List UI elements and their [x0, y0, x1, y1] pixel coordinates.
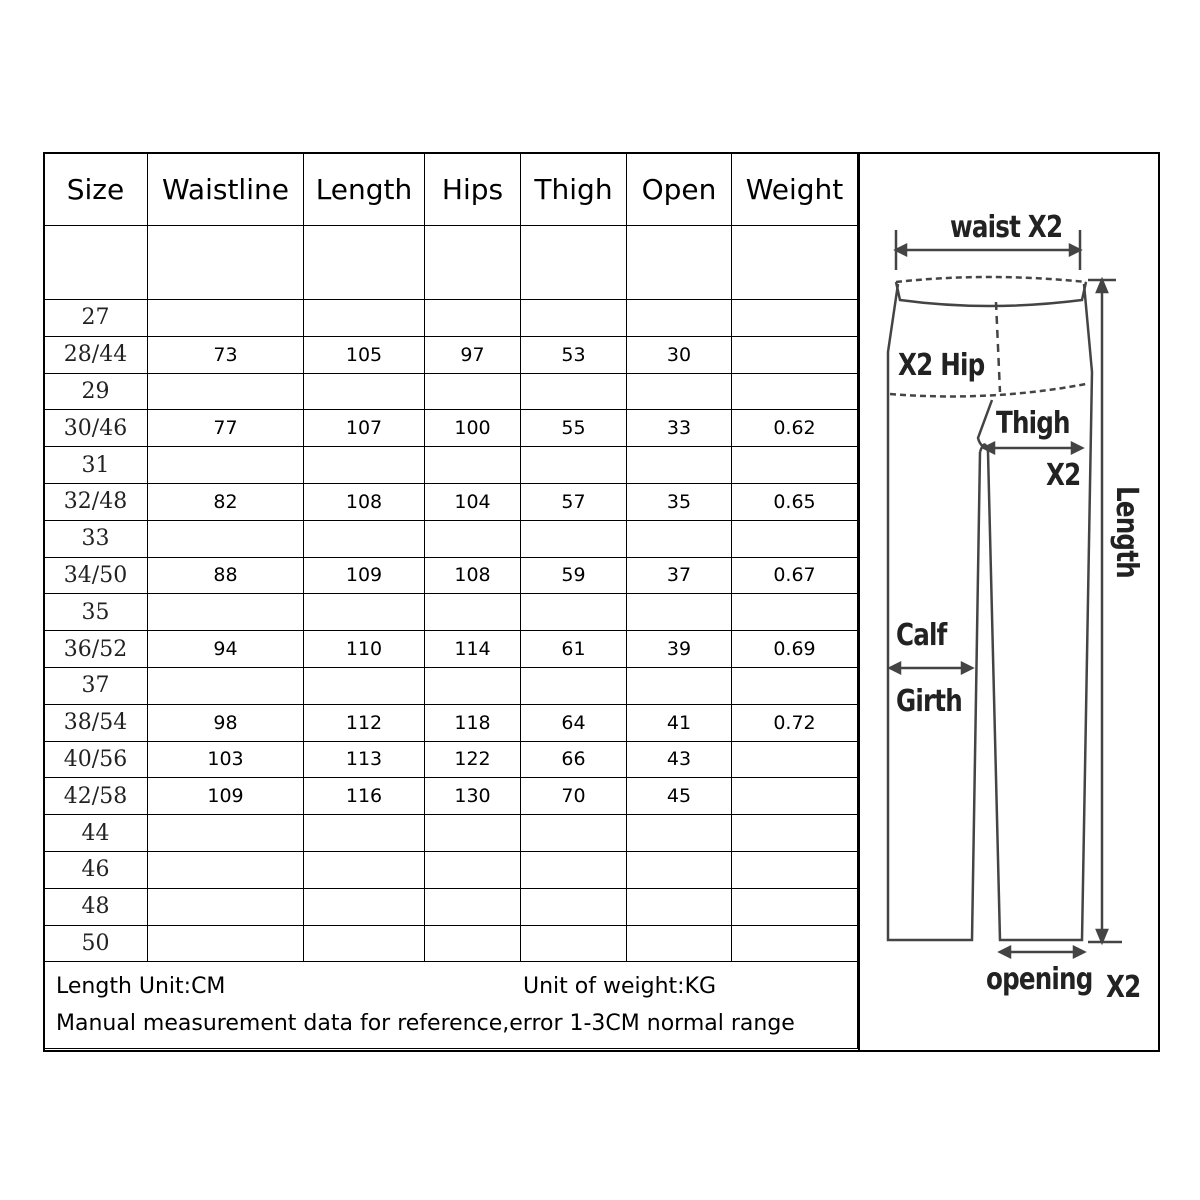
- cell-open: [627, 815, 732, 852]
- cell-thigh: [521, 520, 627, 557]
- cell-open: 45: [627, 778, 732, 815]
- cell-weight: 0.65: [732, 483, 858, 520]
- table-row: [44, 300, 858, 337]
- cell-open: 43: [627, 741, 732, 778]
- pants-outline-illustration: [860, 152, 1160, 1052]
- cell-waistline: 103: [148, 741, 304, 778]
- cell-length: [304, 815, 425, 852]
- cell-size: 34/50: [44, 557, 148, 594]
- cell-length: [304, 888, 425, 925]
- cell-length: 113: [304, 741, 425, 778]
- pants-diagram: [858, 152, 1160, 1052]
- cell-weight: [732, 888, 858, 925]
- cell-hips: 104: [425, 483, 521, 520]
- cell-size: 32/48: [44, 483, 148, 520]
- cell-thigh: 55: [521, 410, 627, 447]
- cell-length: 110: [304, 631, 425, 668]
- size-table: [43, 152, 858, 1049]
- cell-waistline: 82: [148, 483, 304, 520]
- cell-weight: 0.62: [732, 410, 858, 447]
- cell-waistline: [148, 447, 304, 484]
- blank-cell: [627, 226, 732, 300]
- table-row: [44, 888, 858, 925]
- cell-size: 44: [44, 815, 148, 852]
- blank-cell: [425, 226, 521, 300]
- table-row: [44, 741, 858, 778]
- cell-hips: [425, 815, 521, 852]
- cell-waistline: [148, 925, 304, 962]
- cell-size: 29: [44, 373, 148, 410]
- cell-hips: 108: [425, 557, 521, 594]
- cell-hips: 122: [425, 741, 521, 778]
- thigh-label: Thigh: [996, 406, 1070, 441]
- cell-length: 107: [304, 410, 425, 447]
- cell-waistline: [148, 851, 304, 888]
- cell-size: 46: [44, 851, 148, 888]
- cell-weight: [732, 520, 858, 557]
- cell-waistline: [148, 300, 304, 337]
- cell-weight: 0.72: [732, 704, 858, 741]
- cell-weight: [732, 594, 858, 631]
- cell-weight: [732, 336, 858, 373]
- table-row: [44, 483, 858, 520]
- length-unit: Length Unit:CM: [56, 974, 226, 1000]
- header-open: Open: [627, 153, 732, 226]
- cell-length: 116: [304, 778, 425, 815]
- cell-weight: [732, 373, 858, 410]
- cell-open: [627, 447, 732, 484]
- length-label: Length: [1109, 486, 1144, 578]
- cell-thigh: [521, 594, 627, 631]
- cell-waistline: [148, 594, 304, 631]
- cell-length: [304, 594, 425, 631]
- blank-cell: [44, 226, 148, 300]
- cell-waistline: 109: [148, 778, 304, 815]
- cell-hips: [425, 925, 521, 962]
- cell-size: 42/58: [44, 778, 148, 815]
- cell-thigh: [521, 815, 627, 852]
- footer-notes: [44, 962, 858, 1049]
- cell-size: 30/46: [44, 410, 148, 447]
- cell-waistline: 88: [148, 557, 304, 594]
- cell-weight: [732, 851, 858, 888]
- cell-weight: [732, 667, 858, 704]
- opening-label: opening: [986, 962, 1093, 997]
- cell-open: [627, 851, 732, 888]
- header-thigh: Thigh: [521, 153, 627, 226]
- table-row: [44, 373, 858, 410]
- cell-open: 37: [627, 557, 732, 594]
- blank-row: [44, 226, 858, 300]
- cell-waistline: [148, 888, 304, 925]
- opening-x2-label: X2: [1106, 970, 1141, 1005]
- cell-hips: [425, 888, 521, 925]
- cell-length: 109: [304, 557, 425, 594]
- cell-thigh: [521, 667, 627, 704]
- cell-size: 38/54: [44, 704, 148, 741]
- table-row: [44, 336, 858, 373]
- measurement-note: Manual measurement data for reference,error 1-3CM normal range: [56, 1011, 795, 1037]
- cell-thigh: 59: [521, 557, 627, 594]
- thigh-x2-label: X2: [1046, 458, 1081, 493]
- waist-label: waist X2: [950, 210, 1063, 245]
- cell-hips: [425, 300, 521, 337]
- cell-weight: [732, 741, 858, 778]
- cell-weight: [732, 815, 858, 852]
- cell-thigh: [521, 300, 627, 337]
- cell-size: 37: [44, 667, 148, 704]
- cell-waistline: 77: [148, 410, 304, 447]
- cell-hips: [425, 594, 521, 631]
- table-row: [44, 594, 858, 631]
- calf-label: Calf: [896, 618, 947, 653]
- blank-cell: [148, 226, 304, 300]
- cell-weight: [732, 447, 858, 484]
- cell-length: [304, 373, 425, 410]
- cell-length: [304, 520, 425, 557]
- header-row: [44, 153, 858, 226]
- cell-weight: [732, 778, 858, 815]
- cell-hips: [425, 667, 521, 704]
- cell-weight: 0.67: [732, 557, 858, 594]
- table-row: [44, 520, 858, 557]
- cell-size: 27: [44, 300, 148, 337]
- table-row: [44, 925, 858, 962]
- table-row: [44, 447, 858, 484]
- cell-size: 31: [44, 447, 148, 484]
- cell-open: [627, 925, 732, 962]
- cell-open: [627, 300, 732, 337]
- cell-hips: 100: [425, 410, 521, 447]
- cell-open: 33: [627, 410, 732, 447]
- cell-thigh: [521, 447, 627, 484]
- header-waistline: Waistline: [148, 153, 304, 226]
- cell-length: [304, 300, 425, 337]
- cell-length: 112: [304, 704, 425, 741]
- cell-waistline: [148, 667, 304, 704]
- table-row: [44, 667, 858, 704]
- cell-size: 33: [44, 520, 148, 557]
- blank-cell: [732, 226, 858, 300]
- cell-open: [627, 667, 732, 704]
- blank-cell: [521, 226, 627, 300]
- cell-length: [304, 925, 425, 962]
- cell-thigh: 66: [521, 741, 627, 778]
- cell-size: 36/52: [44, 631, 148, 668]
- cell-size: 48: [44, 888, 148, 925]
- cell-waistline: [148, 373, 304, 410]
- header-size: Size: [44, 153, 148, 226]
- table-row: [44, 704, 858, 741]
- cell-length: [304, 667, 425, 704]
- cell-thigh: 64: [521, 704, 627, 741]
- cell-thigh: 53: [521, 336, 627, 373]
- cell-waistline: [148, 520, 304, 557]
- girth-label: Girth: [896, 684, 962, 719]
- cell-thigh: 57: [521, 483, 627, 520]
- cell-weight: [732, 300, 858, 337]
- hip-label: X2 Hip: [898, 348, 985, 383]
- table-row: [44, 410, 858, 447]
- footer-row: [44, 962, 858, 1049]
- cell-weight: 0.69: [732, 631, 858, 668]
- cell-open: [627, 520, 732, 557]
- table-row: [44, 815, 858, 852]
- cell-thigh: 70: [521, 778, 627, 815]
- cell-waistline: 98: [148, 704, 304, 741]
- table-row: [44, 631, 858, 668]
- cell-size: 35: [44, 594, 148, 631]
- cell-size: 50: [44, 925, 148, 962]
- header-weight: Weight: [732, 153, 858, 226]
- cell-size: 40/56: [44, 741, 148, 778]
- blank-cell: [304, 226, 425, 300]
- cell-thigh: [521, 373, 627, 410]
- weight-unit: Unit of weight:KG: [523, 974, 717, 1000]
- table-row: [44, 778, 858, 815]
- cell-hips: [425, 851, 521, 888]
- cell-length: [304, 851, 425, 888]
- cell-hips: 118: [425, 704, 521, 741]
- table-row: [44, 851, 858, 888]
- cell-hips: 130: [425, 778, 521, 815]
- table-row: [44, 557, 858, 594]
- header-hips: Hips: [425, 153, 521, 226]
- cell-weight: [732, 925, 858, 962]
- cell-length: 108: [304, 483, 425, 520]
- cell-open: 30: [627, 336, 732, 373]
- cell-hips: [425, 373, 521, 410]
- cell-open: [627, 594, 732, 631]
- cell-open: [627, 373, 732, 410]
- cell-hips: [425, 447, 521, 484]
- cell-thigh: 61: [521, 631, 627, 668]
- cell-length: 105: [304, 336, 425, 373]
- cell-thigh: [521, 888, 627, 925]
- cell-hips: 97: [425, 336, 521, 373]
- cell-open: 35: [627, 483, 732, 520]
- cell-thigh: [521, 925, 627, 962]
- header-length: Length: [304, 153, 425, 226]
- cell-open: 39: [627, 631, 732, 668]
- cell-waistline: 94: [148, 631, 304, 668]
- cell-open: [627, 888, 732, 925]
- cell-hips: [425, 520, 521, 557]
- cell-size: 28/44: [44, 336, 148, 373]
- cell-thigh: [521, 851, 627, 888]
- cell-length: [304, 447, 425, 484]
- cell-waistline: 73: [148, 336, 304, 373]
- cell-hips: 114: [425, 631, 521, 668]
- cell-waistline: [148, 815, 304, 852]
- cell-open: 41: [627, 704, 732, 741]
